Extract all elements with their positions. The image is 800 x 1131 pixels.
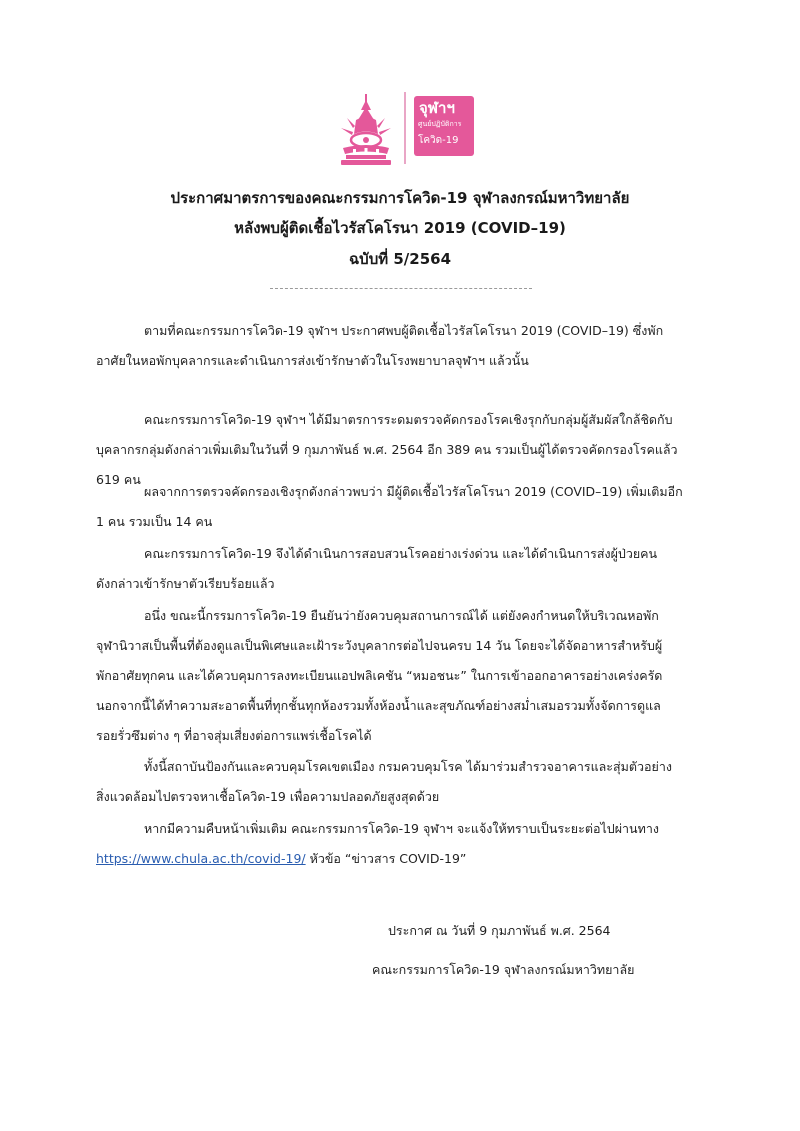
paragraph-line: อนึ่ง ขณะนี้กรรมการโควิด-19 ยืนยันว่ายังควบคุมสถานการณ์ได้ แต่ยังคงกำหนดให้บริเวณหอพัก	[144, 608, 659, 623]
paragraph-line: ดังกล่าวเข้ารักษาตัวเรียบร้อยแล้ว	[96, 576, 275, 591]
logo-divider	[404, 92, 406, 164]
chulalongkorn-crest-icon	[335, 94, 397, 168]
paragraph-line: หากมีความคืบหน้าเพิ่มเติม คณะกรรมการโควิด-19 จุฬาฯ จะแจ้งให้ทราบเป็นระยะต่อไปผ่านทาง	[144, 821, 659, 836]
title-line-2: หลังพบผู้ติดเชื้อไวรัสโคโรนา 2019 (COVID–19)	[234, 219, 566, 237]
badge-title: จุฬาฯ	[419, 99, 455, 117]
paragraph-line: อาศัยในหอพักบุคลากรและดำเนินการส่งเข้ารักษาตัวในโรงพยาบาลจุฬาฯ แล้วนั้น	[96, 353, 529, 368]
title-line-1: ประกาศมาตรการของคณะกรรมการโควิด-19 จุฬาลงกรณ์มหาวิทยาลัย	[170, 189, 630, 207]
paragraph-7	[96, 814, 706, 874]
announcement-number: ฉบับที่ 5/2564	[348, 250, 452, 268]
header-logos	[0, 92, 800, 172]
paragraph-line: คณะกรรมการโควิด-19 จุฬาฯ ได้มีมาตรการระดมตรวจคัดกรองโรคเชิงรุกกับกลุ่มผู้สัมผัสใกล้ชิดกับ	[144, 412, 673, 427]
paragraph-1	[96, 316, 706, 376]
paragraph-4	[96, 539, 706, 599]
paragraph-line: จุฬานิวาสเป็นพื้นที่ต้องดูแลเป็นพิเศษและเฝ้าระวังบุคลากรต่อไปจนครบ 14 วัน โดยจะได้จัดอาหารสำหรับผู้	[96, 638, 663, 653]
issuer-name: คณะกรรมการโควิด-19 จุฬาลงกรณ์มหาวิทยาลัย	[372, 962, 635, 977]
paragraph-line: คณะกรรมการโควิด-19 จึงได้ดำเนินการสอบสวนโรคอย่างเร่งด่วน และได้ดำเนินการส่งผู้ป่วยคน	[144, 546, 658, 561]
badge-covid: โควิด-19	[418, 135, 459, 146]
covid-center-badge	[414, 96, 474, 156]
paragraph-line: พักอาศัยทุกคน และได้ควบคุมการลงทะเบียนแอปพลิเคชัน “หมอชนะ” ในการเข้าออกอาคารอย่างเคร่งครัด	[96, 668, 663, 683]
paragraph-5	[96, 601, 706, 751]
covid-info-link[interactable]: https://www.chula.ac.th/covid-19/	[96, 851, 306, 866]
paragraph-line: ผลจากการตรวจคัดกรองเชิงรุกดังกล่าวพบว่า มีผู้ติดเชื้อไวรัสโคโรนา 2019 (COVID–19) เพิ่มเติมอีก	[144, 484, 683, 499]
title-divider	[270, 288, 532, 289]
paragraph-line: บุคลากรกลุ่มดังกล่าวเพิ่มเติมในวันที่ 9 กุมภาพันธ์ พ.ศ. 2564 อีก 389 คน รวมเป็นผู้ได้ตรวจคัดกรองโรคแล้ว	[96, 442, 678, 457]
paragraph-line: รอยรั่วซึมต่าง ๆ ที่อาจสุ่มเสี่ยงต่อการแพร่เชื้อโรคได้	[96, 728, 372, 743]
paragraph-line: 619 คน	[96, 472, 141, 487]
announcement-date: ประกาศ ณ วันที่ 9 กุมภาพันธ์ พ.ศ. 2564	[388, 923, 611, 938]
paragraph-6	[96, 752, 706, 812]
paragraph-line: 1 คน รวมเป็น 14 คน	[96, 514, 213, 529]
paragraph-line	[96, 844, 706, 874]
paragraph-line: นอกจากนี้ได้ทำความสะอาดพื้นที่ทุกชั้นทุกห้องรวมทั้งห้องน้ำและสุขภัณฑ์อย่างสม่ำเสมอรวมทั้งจัดการดูแล	[96, 698, 661, 713]
paragraph-3	[96, 477, 706, 537]
paragraph-line: ทั้งนี้สถาบันป้องกันและควบคุมโรคเขตเมือง กรมควบคุมโรค ได้มาร่วมสำรวจอาคารและสุ่มตัวอย่าง	[144, 759, 672, 774]
paragraph-line: สิ่งแวดล้อมไปตรวจหาเชื้อโควิด-19 เพื่อความปลอดภัยสูงสุดด้วย	[96, 789, 440, 804]
paragraph-line: ตามที่คณะกรรมการโควิด-19 จุฬาฯ ประกาศพบผู้ติดเชื้อไวรัสโคโรนา 2019 (COVID–19) ซึ่งพัก	[144, 323, 664, 338]
link-topic-text: หัวข้อ “ข่าวสาร COVID-19”	[305, 851, 467, 866]
badge-subtitle: ศูนย์ปฏิบัติการ	[418, 120, 462, 128]
